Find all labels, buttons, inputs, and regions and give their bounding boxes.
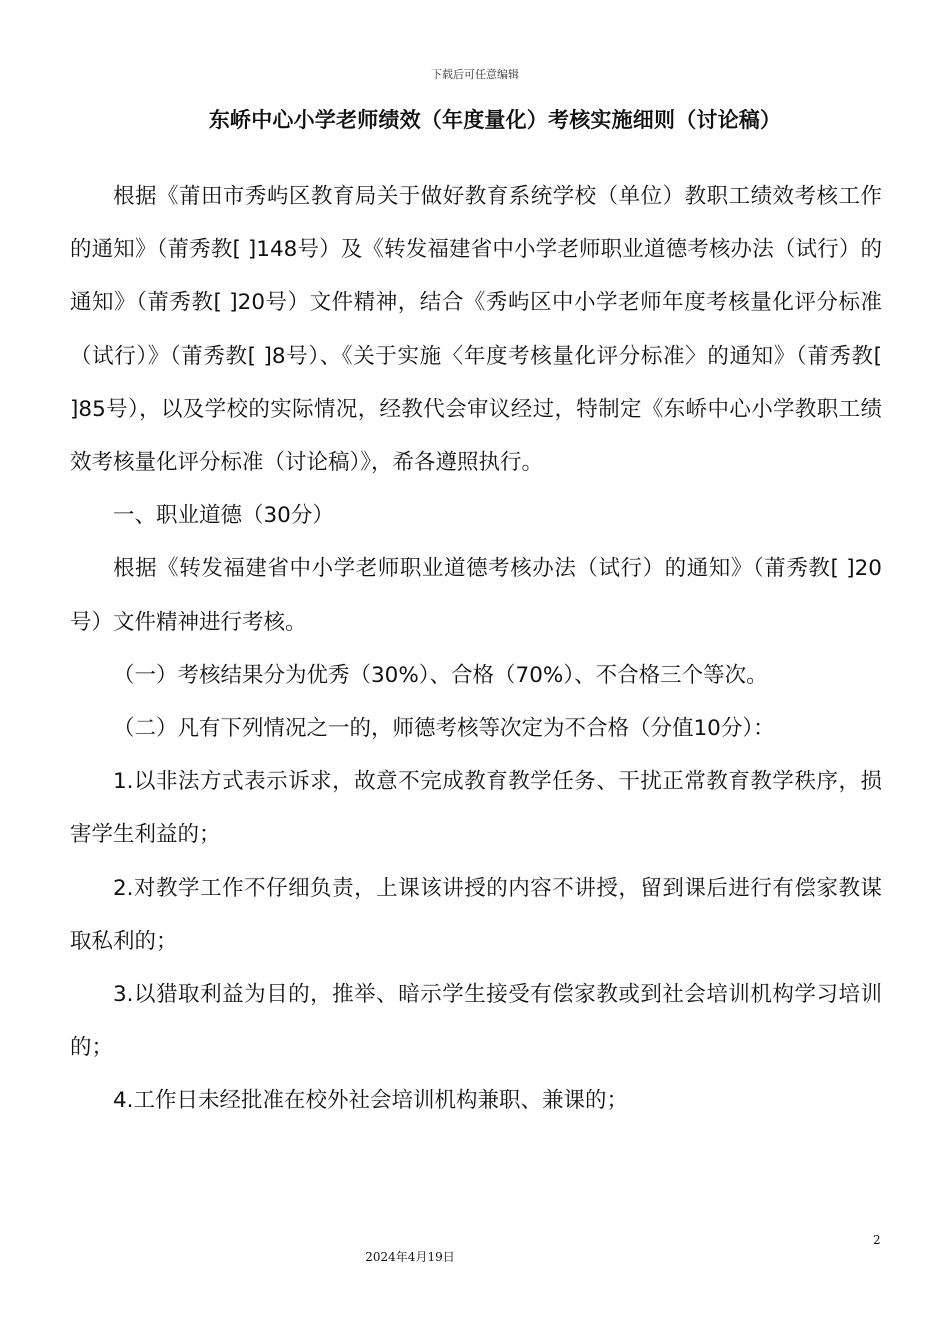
footer-date: 2024年4月19日 [365, 1250, 455, 1264]
document-title: 东峤中心小学老师绩效（年度量化）考核实施细则（讨论稿） [208, 108, 782, 132]
document-body [70, 170, 882, 1128]
section-heading-professional-ethics: 一、职业道德（30分） [113, 503, 334, 529]
list-item-condition-3: 3.以猎取利益为目的，推举、暗示学生接受有偿家教或到社会培训机构学习培训的； [70, 982, 882, 1061]
paragraph-grade-levels: （一）考核结果分为优秀（30%）、合格（70%）、不合格三个等次。 [113, 662, 768, 688]
page-number: 2 [873, 1233, 881, 1247]
paragraph-failing-conditions: （二）凡有下列情况之一的，师德考核等次定为不合格（分值10分）： [113, 716, 775, 742]
list-item-condition-1: 1.以非法方式表示诉求，故意不完成教育教学任务、干扰正常教育教学秩序，损害学生利益的； [70, 769, 882, 848]
intro-paragraph: 根据《莆田市秀屿区教育局关于做好教育系统学校（单位）教职工绩效考核工作的通知》（莆秀教[ ]148号）及《转发福建省中小学老师职业道德考核办法（试行）的通知》（莆秀教[ ]20号）文件精神，结合《秀屿区中小学老师年度考核量化评分标准（试行）》（莆秀教[ ]8号）、《关于实施〈年度考核量化评分标准〉的通知》（莆秀教[ ]85号），以及学校的实际情况，经教代会审议经过，特制定《东峤中心小学教职工绩效考核量化评分标准（讨论稿）》，希各遵照执行。 [70, 184, 882, 476]
header-note: 下载后可任意编辑 [431, 68, 519, 81]
list-item-condition-4: 4.工作日未经批准在校外社会培训机构兼职、兼课的； [113, 1088, 629, 1114]
list-item-condition-2: 2.对教学工作不仔细负责，上课该讲授的内容不讲授，留到课后进行有偿家教谋取私利的； [70, 875, 882, 954]
paragraph-basis: 根据《转发福建省中小学老师职业道德考核办法（试行）的通知》（莆秀教[ ]20号）文件精神进行考核。 [70, 556, 882, 635]
